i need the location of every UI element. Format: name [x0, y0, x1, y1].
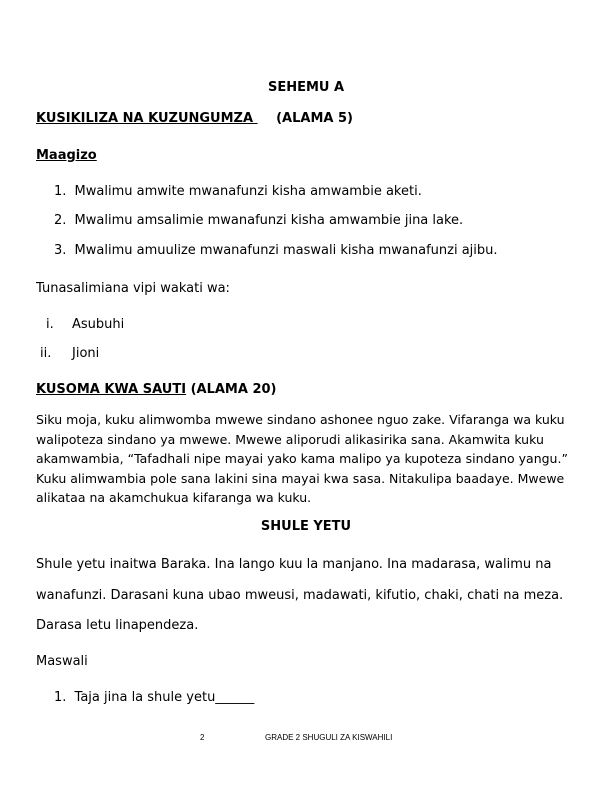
- greeting-option: i. Asubuhi: [46, 317, 125, 332]
- reading-heading-row: [36, 382, 276, 397]
- reading-marks: (ALAMA 20): [190, 382, 277, 397]
- listening-marks: (ALAMA 5): [276, 111, 353, 126]
- story-line: Shule yetu inaitwa Baraka. Ina lango kuu la manjano. Ina madarasa, walimu na: [36, 557, 552, 572]
- question-item: 1. Taja jina la shule yetu______: [54, 690, 255, 705]
- instruction-item: 2. Mwalimu amsalimie mwanafunzi kisha amwambie jina lake.: [54, 213, 464, 228]
- page-number: 2: [200, 733, 205, 742]
- instruction-item: 3. Mwalimu amuulize mwanafunzi maswali kisha mwanafunzi ajibu.: [54, 243, 498, 258]
- footer-title: GRADE 2 SHUGULI ZA KISWAHILI: [265, 733, 393, 742]
- greeting-prompt: Tunasalimiana vipi wakati wa:: [36, 281, 230, 296]
- story-title: SHULE YETU: [260, 519, 352, 534]
- reading-passage: Siku moja, kuku alimwomba mwewe sindano ashonee nguo zake. Vifaranga wa kuku walipoteza sindano ya mwewe. Mwewe aliporudi alikasirika sana. Akamwita kuku akamwambia, “Tafadhali nipe mayai yako kama malipo ya kupoteza sindano yangu.” Kuku alimwambia pole sana lakini sina mayai kwa sasa. Nitakulipa baadaye. Mwewe alikataa na akamchukua kifaranga wa kuku.: [36, 412, 568, 506]
- listening-heading: KUSIKILIZA NA KUZUNGUMZA: [36, 111, 254, 126]
- reading-heading: KUSOMA KWA SAUTI: [36, 382, 187, 397]
- greeting-option: ii. Jioni: [40, 346, 100, 361]
- listening-heading-row: [36, 111, 353, 126]
- questions-label: Maswali: [36, 654, 88, 669]
- instructions-label: Maagizo: [36, 148, 97, 163]
- section-title: SEHEMU A: [267, 80, 345, 95]
- instruction-item: 1. Mwalimu amwite mwanafunzi kisha amwambie aketi.: [54, 184, 422, 199]
- story-line: wanafunzi. Darasani kuna ubao mweusi, madawati, kifutio, chaki, chati na meza.: [36, 588, 564, 603]
- story-line: Darasa letu linapendeza.: [36, 618, 199, 633]
